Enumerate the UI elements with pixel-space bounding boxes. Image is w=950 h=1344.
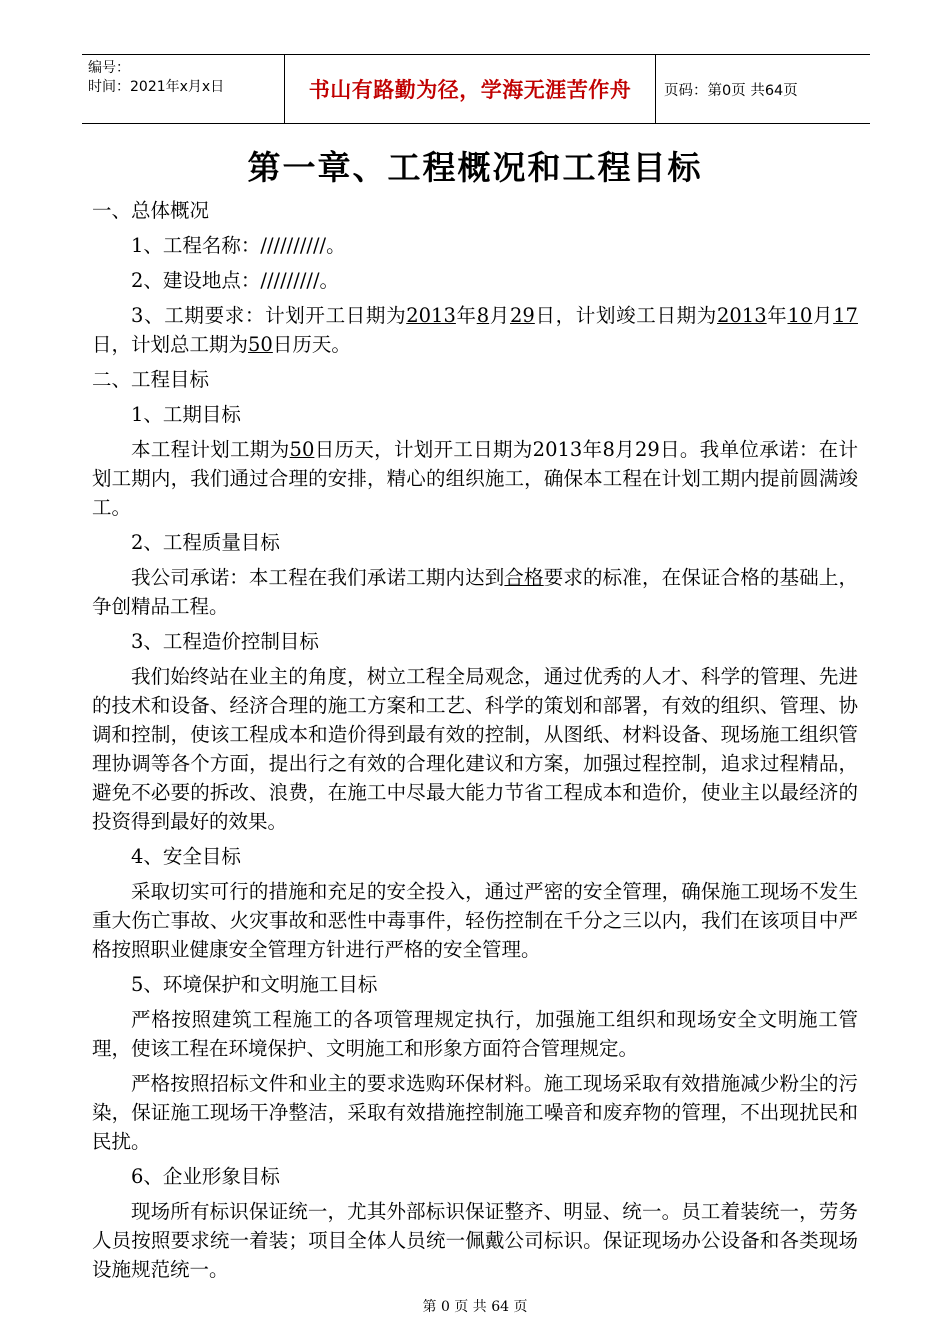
goal-environment-text-1: 严格按照建筑工程施工的各项管理规定执行，加强施工组织和现场安全文明施工管理，使该工程在环境保护、文明施工和形象方面符合管理规定。 bbox=[92, 1008, 858, 1060]
goal-schedule-text: 本工程计划工期为50日历天，计划开工日期为2013年8月29日。我单位承诺：在计划工期内，我们通过合理的安排，精心的组织施工，确保本工程在计划工期内提前圆满竣工。 bbox=[92, 438, 858, 519]
goal-quality-text: 我公司承诺：本工程在我们承诺工期内达到合格要求的标准，在保证合格的基础上，争创精品工程。 bbox=[92, 566, 858, 618]
header-page-count: 页码：第0页 共64页 bbox=[664, 82, 798, 99]
project-location: 2、建设地点：/////////。 bbox=[131, 269, 340, 292]
header-motto: 书山有路勤为径，学海无涯苦作舟 bbox=[284, 55, 656, 123]
goal-environment-text-2: 严格按照招标文件和业主的要求选购环保材料。施工现场采取有效措施减少粉尘的污染，保证施工现场干净整洁，采取有效措施控制施工噪音和废弃物的管理，不出现扰民和民扰。 bbox=[92, 1072, 858, 1153]
goal-environment-title: 5、环境保护和文明施工目标 bbox=[131, 973, 378, 996]
goal-image-title: 6、企业形象目标 bbox=[131, 1165, 280, 1188]
goal-cost-title: 3、工程造价控制目标 bbox=[131, 630, 319, 653]
goal-safety-title: 4、安全目标 bbox=[131, 845, 241, 868]
goal-schedule-title: 1、工期目标 bbox=[131, 403, 241, 426]
chapter-title: 第一章、工程概况和工程目标 bbox=[247, 148, 703, 187]
section-heading-overview: 一、总体概况 bbox=[92, 199, 210, 222]
schedule-requirement: 3、工期要求：计划开工日期为2013年8月29日，计划竣工日期为2013年10月17日，计划总工期为50日历天。 bbox=[92, 304, 858, 356]
document-body bbox=[92, 196, 858, 1290]
goal-cost-text: 我们始终站在业主的角度，树立工程全局观念，通过优秀的人才、科学的管理、先进的技术和设备、经济合理的施工方案和工艺、科学的策划和部署，有效的组织、管理、协调和控制，使该工程成本和造价得到最有效的控制，从图纸、材料设备、现场施工组织管理协调等各个方面，提出行之有效的合理化建议和方案，加强过程控制，追求过程精品，避免不必要的拆改、浪费，在施工中尽最大能力节省工程成本和造价，使业主以最经济的投资得到最好的效果。 bbox=[92, 665, 858, 833]
header-meta bbox=[88, 59, 276, 97]
project-name: 1、工程名称：//////////。 bbox=[131, 234, 346, 257]
document-number: 编号： bbox=[88, 60, 130, 76]
section-heading-goals: 二、工程目标 bbox=[92, 368, 210, 391]
document-time: 时间：2021年x月x日 bbox=[88, 79, 225, 95]
goal-quality-title: 2、工程质量目标 bbox=[131, 531, 280, 554]
page-header bbox=[82, 54, 870, 124]
page-footer: 第 0 页 共 64 页 bbox=[422, 1299, 528, 1315]
goal-image-text: 现场所有标识保证统一，尤其外部标识保证整齐、明显、统一。员工着装统一，劳务人员按照要求统一着装；项目全体人员统一佩戴公司标识。保证现场办公设备和各类现场设施规范统一。 bbox=[92, 1200, 858, 1281]
goal-safety-text: 采取切实可行的措施和充足的安全投入，通过严密的安全管理，确保施工现场不发生重大伤亡事故、火灾事故和恶性中毒事件，轻伤控制在千分之三以内，我们在该项目中严格按照职业健康安全管理方针进行严格的安全管理。 bbox=[92, 880, 858, 961]
